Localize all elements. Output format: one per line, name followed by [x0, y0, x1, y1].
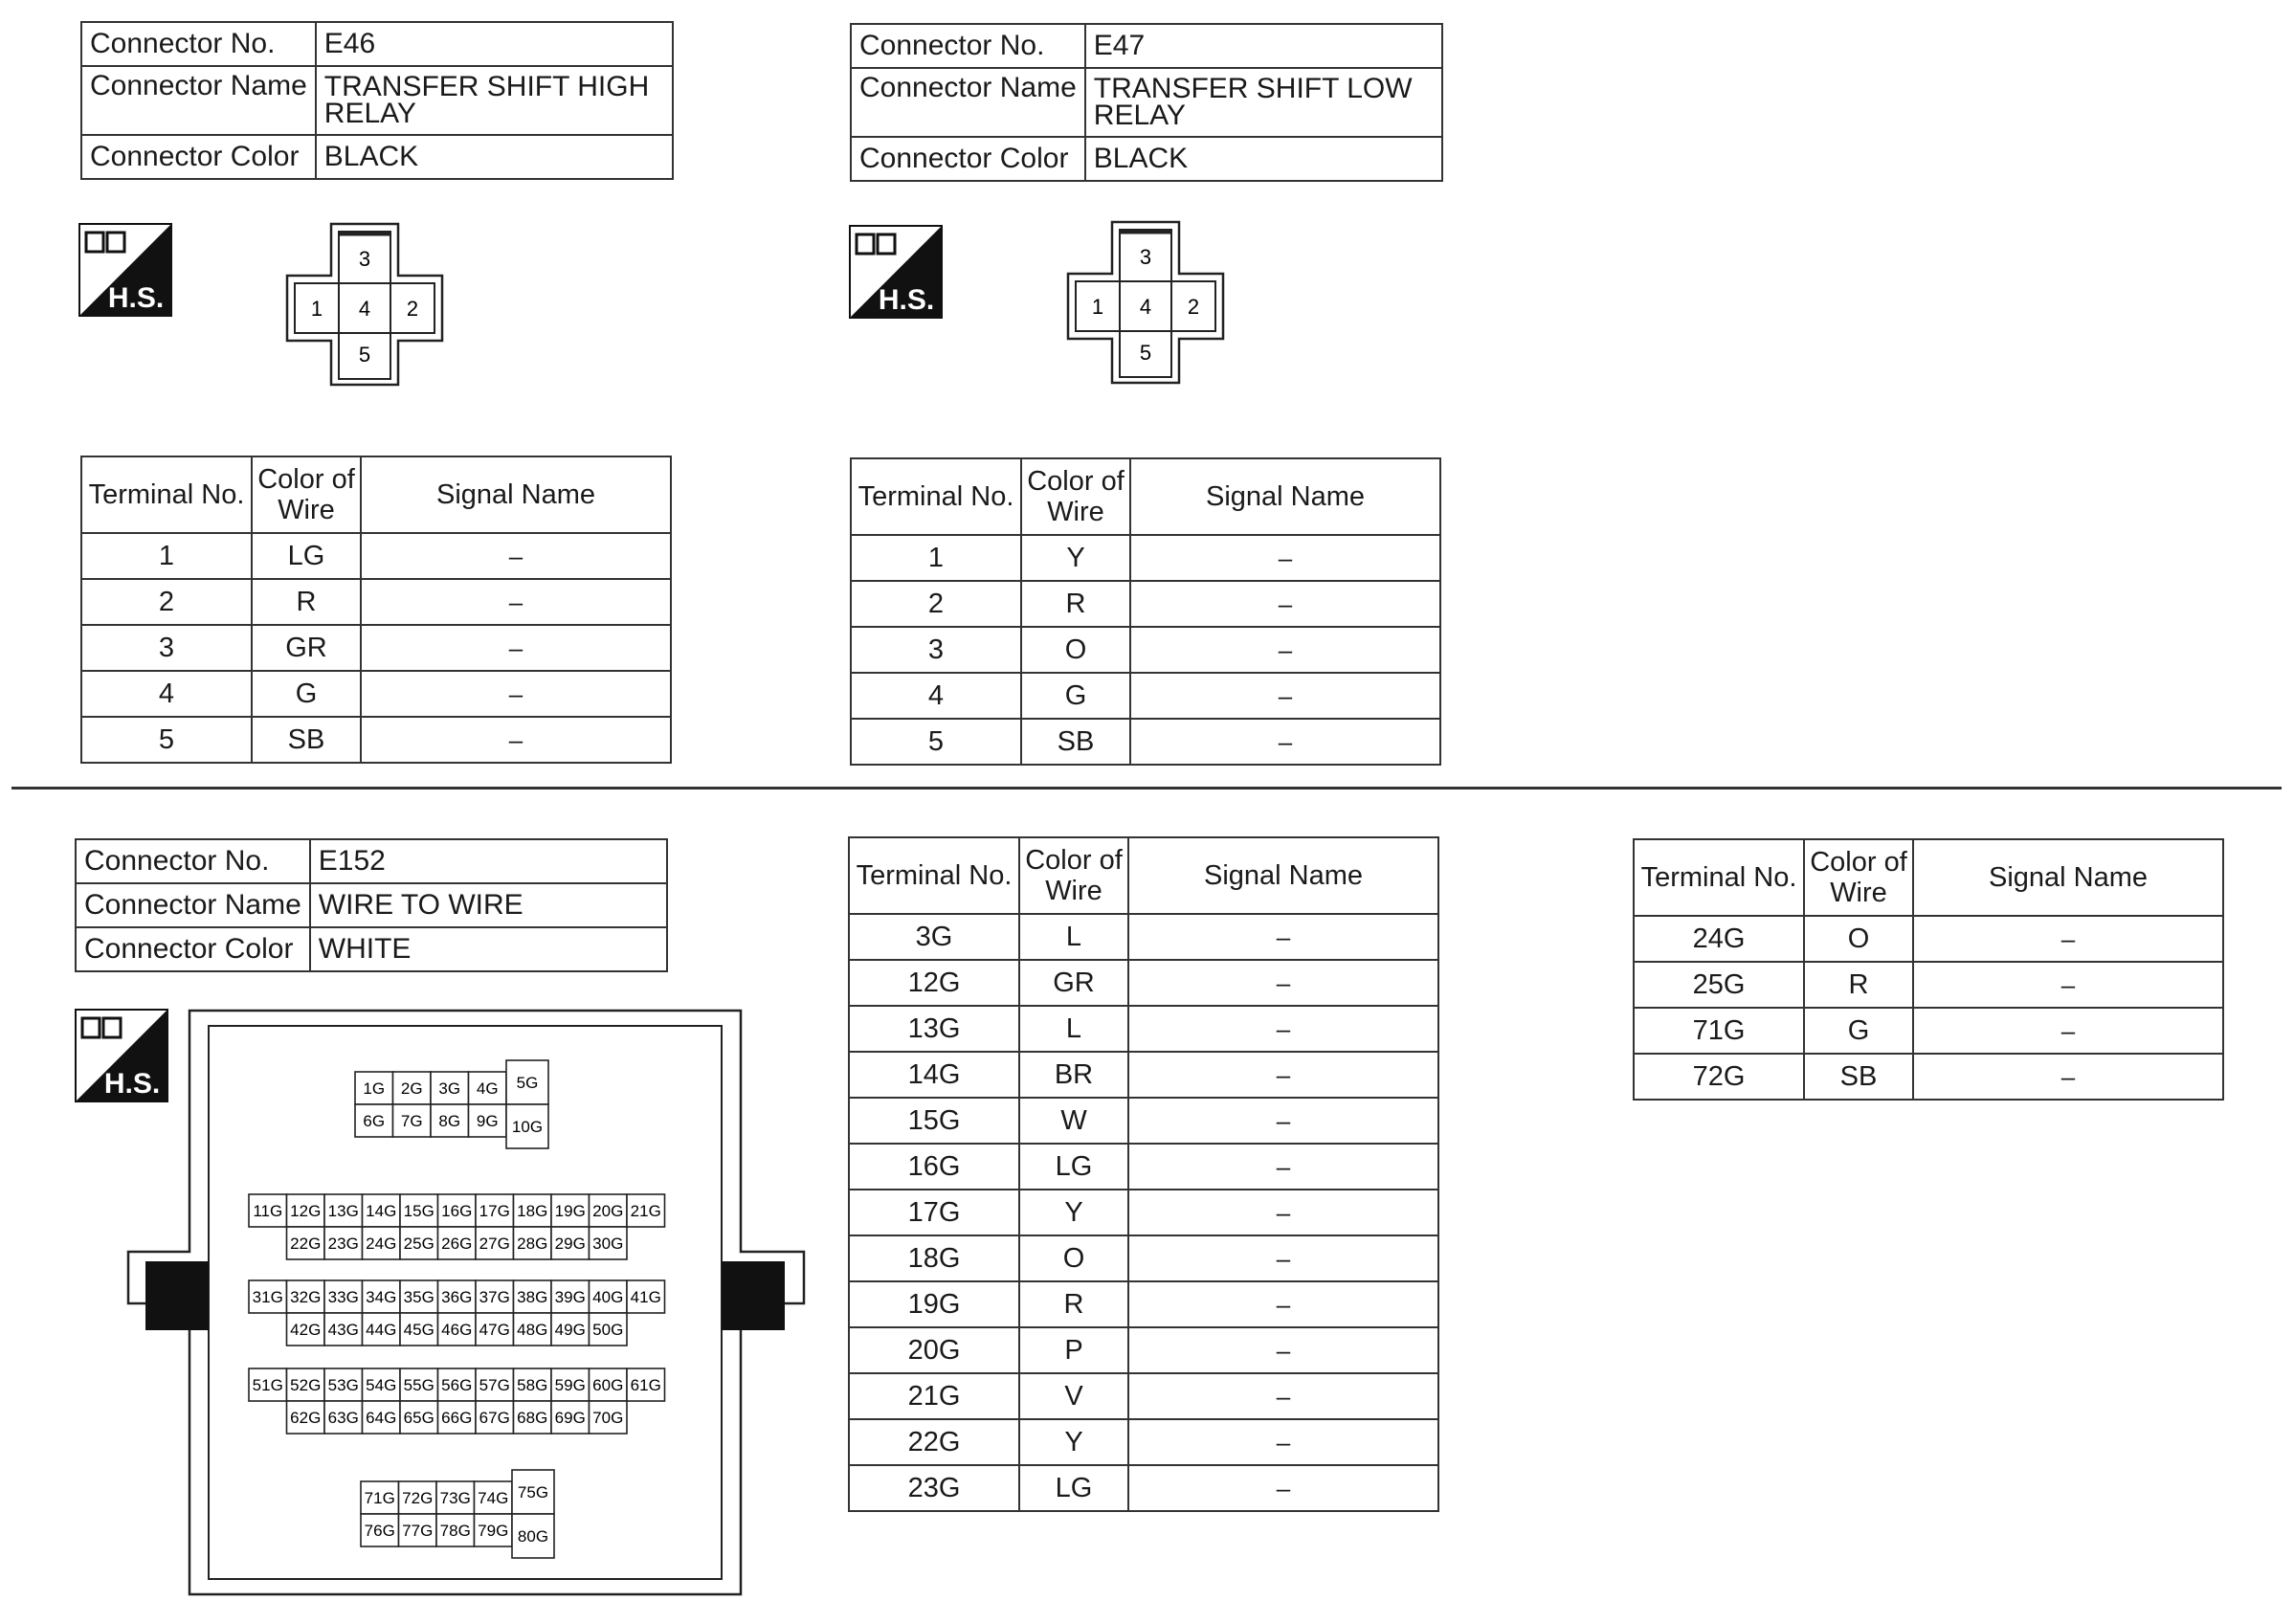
- terminal-no-cell: 3G: [849, 914, 1019, 960]
- wire-color-cell: R: [252, 579, 361, 625]
- terminal-no-cell: 17G: [849, 1190, 1019, 1235]
- signal-name-cell: –: [1128, 1144, 1438, 1190]
- pin-label: 3G: [438, 1079, 461, 1098]
- signal-name-cell: –: [1130, 535, 1440, 581]
- pin-label: 43G: [327, 1321, 359, 1339]
- info-label-name: Connector Name: [851, 68, 1085, 137]
- wire-color-cell: O: [1021, 627, 1130, 673]
- wire-color-cell: P: [1019, 1327, 1128, 1373]
- terminal-row: [1634, 916, 2223, 962]
- pin-label: 55G: [403, 1376, 434, 1394]
- terminal-no-cell: 2: [81, 579, 252, 625]
- e46-name-line1: TRANSFER SHIFT HIGH: [323, 71, 650, 102]
- terminal-no-cell: 12G: [849, 960, 1019, 1006]
- pin-label: 53G: [327, 1376, 359, 1394]
- pin-label: 14G: [366, 1202, 397, 1220]
- pin-label: 68G: [517, 1409, 548, 1427]
- info-label-name: Connector Name: [76, 883, 310, 927]
- signal-name-cell: –: [361, 533, 671, 579]
- terminal-row: [851, 581, 1440, 627]
- pin-label: 52G: [290, 1376, 322, 1394]
- signal-name-cell: –: [361, 579, 671, 625]
- terminal-row: [849, 1419, 1438, 1465]
- pin-label: 49G: [554, 1321, 586, 1339]
- terminal-no-cell: 3: [81, 625, 252, 671]
- pin-label: 64G: [366, 1409, 397, 1427]
- signal-name-cell: –: [1130, 627, 1440, 673]
- pin-label: 54G: [366, 1376, 397, 1394]
- pin-label: 77G: [402, 1522, 434, 1540]
- pin-label: 13G: [327, 1202, 359, 1220]
- header-wire-color: Color of Wire: [1019, 837, 1128, 914]
- hs-label: H.S.: [878, 284, 935, 316]
- terminal-row: [81, 625, 671, 671]
- pin-label: 44G: [366, 1321, 397, 1339]
- wire-color-cell: SB: [252, 717, 361, 763]
- wire-color-cell: L: [1019, 914, 1128, 960]
- pin-label: 2: [406, 297, 419, 321]
- pin-label: 3: [1139, 245, 1152, 269]
- pin-label: 31G: [252, 1288, 283, 1306]
- info-label-no: Connector No.: [81, 22, 316, 66]
- pin-label: 40G: [592, 1288, 624, 1306]
- terminal-row: [849, 1006, 1438, 1052]
- terminal-row: [849, 1327, 1438, 1373]
- pin-label: 2: [1187, 295, 1200, 319]
- header-wire-color: Color of Wire: [1804, 839, 1913, 916]
- pin-label: 33G: [327, 1288, 359, 1306]
- signal-name-cell: –: [1128, 1327, 1438, 1373]
- e47-info-table: [850, 23, 1443, 182]
- info-label-color: Connector Color: [81, 135, 316, 179]
- pin-label: 1: [310, 297, 323, 321]
- info-label-no: Connector No.: [851, 24, 1085, 68]
- e47-terminal-table: [850, 457, 1441, 766]
- terminal-no-cell: 13G: [849, 1006, 1019, 1052]
- terminal-no-cell: 21G: [849, 1373, 1019, 1419]
- terminal-no-cell: 4: [81, 671, 252, 717]
- info-label-name: Connector Name: [81, 66, 316, 135]
- pin-label: 28G: [517, 1235, 548, 1253]
- pin-label: 60G: [592, 1376, 624, 1394]
- hs-label: H.S.: [107, 282, 165, 314]
- terminal-no-cell: 1: [851, 535, 1021, 581]
- e152-pin-layout: [249, 1060, 665, 1558]
- wire-color-cell: LG: [252, 533, 361, 579]
- header-terminal-no: Terminal No.: [851, 458, 1021, 535]
- pin-label: 34G: [366, 1288, 397, 1306]
- pin-label: 19G: [554, 1202, 586, 1220]
- terminal-no-cell: 25G: [1634, 962, 1804, 1008]
- e152-connector-name: WIRE TO WIRE: [310, 883, 667, 927]
- signal-name-cell: –: [361, 671, 671, 717]
- pin-label: 62G: [290, 1409, 322, 1427]
- wire-color-cell: Y: [1019, 1190, 1128, 1235]
- pin-label: 21G: [630, 1202, 661, 1220]
- pin-label: 59G: [554, 1376, 586, 1394]
- pin-label: 36G: [441, 1288, 473, 1306]
- wire-color-cell: G: [252, 671, 361, 717]
- terminal-row: [849, 914, 1438, 960]
- e152-connector-face: [124, 1009, 810, 1598]
- terminal-no-cell: 24G: [1634, 916, 1804, 962]
- wire-color-cell: R: [1804, 962, 1913, 1008]
- pin-label: 3: [358, 247, 371, 271]
- terminal-no-cell: 5: [851, 719, 1021, 765]
- terminal-no-cell: 3: [851, 627, 1021, 673]
- signal-name-cell: –: [1913, 916, 2223, 962]
- header-signal-name: Signal Name: [1130, 458, 1440, 535]
- pin-label: 72G: [402, 1489, 434, 1507]
- terminal-no-cell: 18G: [849, 1235, 1019, 1281]
- terminal-no-cell: 5: [81, 717, 252, 763]
- pin-label: 29G: [554, 1235, 586, 1253]
- info-label-color: Connector Color: [851, 137, 1085, 181]
- pin-label: 63G: [327, 1409, 359, 1427]
- pin-label: 11G: [253, 1202, 283, 1220]
- pin-label: 67G: [479, 1409, 510, 1427]
- pin-label: 25G: [403, 1235, 434, 1253]
- pin-label: 24G: [366, 1235, 397, 1253]
- pin-label: 38G: [517, 1288, 548, 1306]
- terminal-row: [849, 960, 1438, 1006]
- signal-name-cell: –: [1128, 1235, 1438, 1281]
- pin-label: 39G: [554, 1288, 586, 1306]
- signal-name-cell: –: [361, 625, 671, 671]
- terminal-row: [849, 1052, 1438, 1098]
- signal-name-cell: –: [1128, 1052, 1438, 1098]
- pin-label: 6G: [363, 1112, 386, 1130]
- wire-color-cell: Y: [1021, 535, 1130, 581]
- signal-name-cell: –: [361, 717, 671, 763]
- signal-name-cell: –: [1128, 1190, 1438, 1235]
- e152-terminal-table-b: [1633, 838, 2224, 1101]
- pin-label: 57G: [479, 1376, 510, 1394]
- terminal-row: [81, 671, 671, 717]
- header-terminal-no: Terminal No.: [849, 837, 1019, 914]
- terminal-no-cell: 72G: [1634, 1054, 1804, 1100]
- e46-info-table: [80, 21, 674, 180]
- pin-label: 41G: [630, 1288, 661, 1306]
- wire-color-cell: LG: [1019, 1144, 1128, 1190]
- signal-name-cell: –: [1130, 673, 1440, 719]
- pin-label: 7G: [400, 1112, 423, 1130]
- pin-label: 45G: [403, 1321, 434, 1339]
- pin-label: 4: [1139, 295, 1152, 319]
- pin-label: 37G: [479, 1288, 510, 1306]
- pin-label: 4G: [476, 1079, 499, 1098]
- signal-name-cell: –: [1128, 1419, 1438, 1465]
- pin-label: 18G: [517, 1202, 548, 1220]
- info-label-color: Connector Color: [76, 927, 310, 971]
- pin-label: 56G: [441, 1376, 473, 1394]
- terminal-row: [849, 1281, 1438, 1327]
- header-terminal-no: Terminal No.: [1634, 839, 1804, 916]
- signal-name-cell: –: [1130, 581, 1440, 627]
- pin-label: 17G: [479, 1202, 510, 1220]
- e152-info-table: [75, 838, 668, 972]
- pin-label: 16G: [441, 1202, 473, 1220]
- terminal-no-cell: 71G: [1634, 1008, 1804, 1054]
- pin-label: 71G: [364, 1489, 395, 1507]
- header-signal-name: Signal Name: [1128, 837, 1438, 914]
- pin-label: 75G: [517, 1483, 549, 1502]
- e46-terminal-table: [80, 456, 672, 764]
- wire-color-cell: Y: [1019, 1419, 1128, 1465]
- pin-label: 30G: [592, 1235, 624, 1253]
- pin-label: 46G: [441, 1321, 473, 1339]
- terminal-row: [851, 627, 1440, 673]
- pin-label: 10G: [511, 1118, 544, 1136]
- pin-label: 65G: [403, 1409, 434, 1427]
- pin-label: 8G: [438, 1112, 461, 1130]
- pin-label: 70G: [592, 1409, 624, 1427]
- wire-color-cell: BR: [1019, 1052, 1128, 1098]
- pin-label: 5G: [516, 1074, 539, 1092]
- pin-label: 66G: [441, 1409, 473, 1427]
- e46-connector-no: E46: [316, 22, 673, 66]
- wire-color-cell: O: [1019, 1235, 1128, 1281]
- info-label-no: Connector No.: [76, 839, 310, 883]
- pin-label: 47G: [479, 1321, 510, 1339]
- signal-name-cell: –: [1913, 962, 2223, 1008]
- harness-side-icon: [849, 225, 943, 319]
- pin-label: 4: [358, 297, 371, 321]
- signal-name-cell: –: [1128, 1373, 1438, 1419]
- pin-label: 1G: [363, 1079, 386, 1098]
- terminal-no-cell: 15G: [849, 1098, 1019, 1144]
- terminal-no-cell: 20G: [849, 1327, 1019, 1373]
- pin-label: 12G: [290, 1202, 322, 1220]
- e46-name-line2: RELAY: [323, 98, 416, 129]
- e47-name-line2: RELAY: [1093, 100, 1186, 131]
- pin-label: 26G: [441, 1235, 473, 1253]
- wire-color-cell: R: [1021, 581, 1130, 627]
- signal-name-cell: –: [1913, 1054, 2223, 1100]
- header-terminal-no: Terminal No.: [81, 456, 252, 533]
- pin-label: 35G: [403, 1288, 434, 1306]
- signal-name-cell: –: [1128, 960, 1438, 1006]
- pin-label: 32G: [290, 1288, 322, 1306]
- terminal-row: [849, 1235, 1438, 1281]
- terminal-no-cell: 2: [851, 581, 1021, 627]
- e47-connector-face: [1066, 220, 1225, 385]
- terminal-row: [81, 717, 671, 763]
- wire-color-cell: GR: [252, 625, 361, 671]
- terminal-no-cell: 16G: [849, 1144, 1019, 1190]
- e152-connector-no: E152: [310, 839, 667, 883]
- terminal-no-cell: 4: [851, 673, 1021, 719]
- terminal-row: [1634, 962, 2223, 1008]
- section-divider: [11, 787, 2282, 790]
- terminal-row: [1634, 1008, 2223, 1054]
- header-signal-name: Signal Name: [361, 456, 671, 533]
- terminal-no-cell: 14G: [849, 1052, 1019, 1098]
- terminal-row: [81, 579, 671, 625]
- signal-name-cell: –: [1128, 1006, 1438, 1052]
- terminal-row: [849, 1144, 1438, 1190]
- terminal-row: [851, 535, 1440, 581]
- wire-color-cell: O: [1804, 916, 1913, 962]
- terminal-row: [849, 1465, 1438, 1511]
- header-wire-color: Color of Wire: [1021, 458, 1130, 535]
- wire-color-cell: G: [1021, 673, 1130, 719]
- terminal-no-cell: 22G: [849, 1419, 1019, 1465]
- pin-label: 50G: [592, 1321, 624, 1339]
- pin-label: 58G: [517, 1376, 548, 1394]
- e152-terminal-table-a: [848, 836, 1439, 1512]
- terminal-row: [1634, 1054, 2223, 1100]
- wire-color-cell: GR: [1019, 960, 1128, 1006]
- terminal-no-cell: 1: [81, 533, 252, 579]
- e47-connector-color: BLACK: [1085, 137, 1442, 181]
- terminal-row: [851, 719, 1440, 765]
- e47-name-line1: TRANSFER SHIFT LOW: [1093, 73, 1413, 104]
- harness-side-icon: [78, 223, 172, 317]
- header-signal-name: Signal Name: [1913, 839, 2223, 916]
- pin-label: 20G: [592, 1202, 624, 1220]
- signal-name-cell: –: [1128, 914, 1438, 960]
- pin-label: 74G: [478, 1489, 509, 1507]
- signal-name-cell: –: [1130, 719, 1440, 765]
- pin-label: 79G: [478, 1522, 509, 1540]
- pin-label: 80G: [517, 1527, 549, 1546]
- pin-label: 5: [1139, 341, 1152, 365]
- pin-label: 9G: [476, 1112, 499, 1130]
- e46-connector-face: [285, 222, 444, 387]
- pin-label: 76G: [364, 1522, 395, 1540]
- pin-label: 15G: [403, 1202, 434, 1220]
- terminal-row: [851, 673, 1440, 719]
- terminal-row: [849, 1098, 1438, 1144]
- terminal-no-cell: 19G: [849, 1281, 1019, 1327]
- terminal-no-cell: 23G: [849, 1465, 1019, 1511]
- wire-color-cell: SB: [1804, 1054, 1913, 1100]
- terminal-row: [849, 1373, 1438, 1419]
- pin-label: 69G: [554, 1409, 586, 1427]
- terminal-row: [849, 1190, 1438, 1235]
- terminal-row: [81, 533, 671, 579]
- pin-label: 61G: [630, 1376, 661, 1394]
- signal-name-cell: –: [1128, 1098, 1438, 1144]
- wire-color-cell: SB: [1021, 719, 1130, 765]
- pin-label: 48G: [517, 1321, 548, 1339]
- signal-name-cell: –: [1128, 1281, 1438, 1327]
- pin-label: 23G: [327, 1235, 359, 1253]
- header-wire-color: Color of Wire: [252, 456, 361, 533]
- pin-label: 27G: [479, 1235, 510, 1253]
- wire-color-cell: W: [1019, 1098, 1128, 1144]
- pin-label: 2G: [400, 1079, 423, 1098]
- wire-color-cell: R: [1019, 1281, 1128, 1327]
- pin-label: 51G: [252, 1376, 283, 1394]
- wire-color-cell: V: [1019, 1373, 1128, 1419]
- pin-label: 42G: [290, 1321, 322, 1339]
- pin-label: 5: [358, 343, 371, 367]
- pin-label: 78G: [439, 1522, 471, 1540]
- signal-name-cell: –: [1913, 1008, 2223, 1054]
- e46-connector-color: BLACK: [316, 135, 673, 179]
- hs-label: H.S.: [103, 1068, 161, 1100]
- pin-label: 22G: [290, 1235, 322, 1253]
- wire-color-cell: L: [1019, 1006, 1128, 1052]
- pin-label: 73G: [439, 1489, 471, 1507]
- wire-color-cell: G: [1804, 1008, 1913, 1054]
- pin-label: 1: [1091, 295, 1104, 319]
- e47-connector-no: E47: [1085, 24, 1442, 68]
- wire-color-cell: LG: [1019, 1465, 1128, 1511]
- e152-connector-color: WHITE: [310, 927, 667, 971]
- signal-name-cell: –: [1128, 1465, 1438, 1511]
